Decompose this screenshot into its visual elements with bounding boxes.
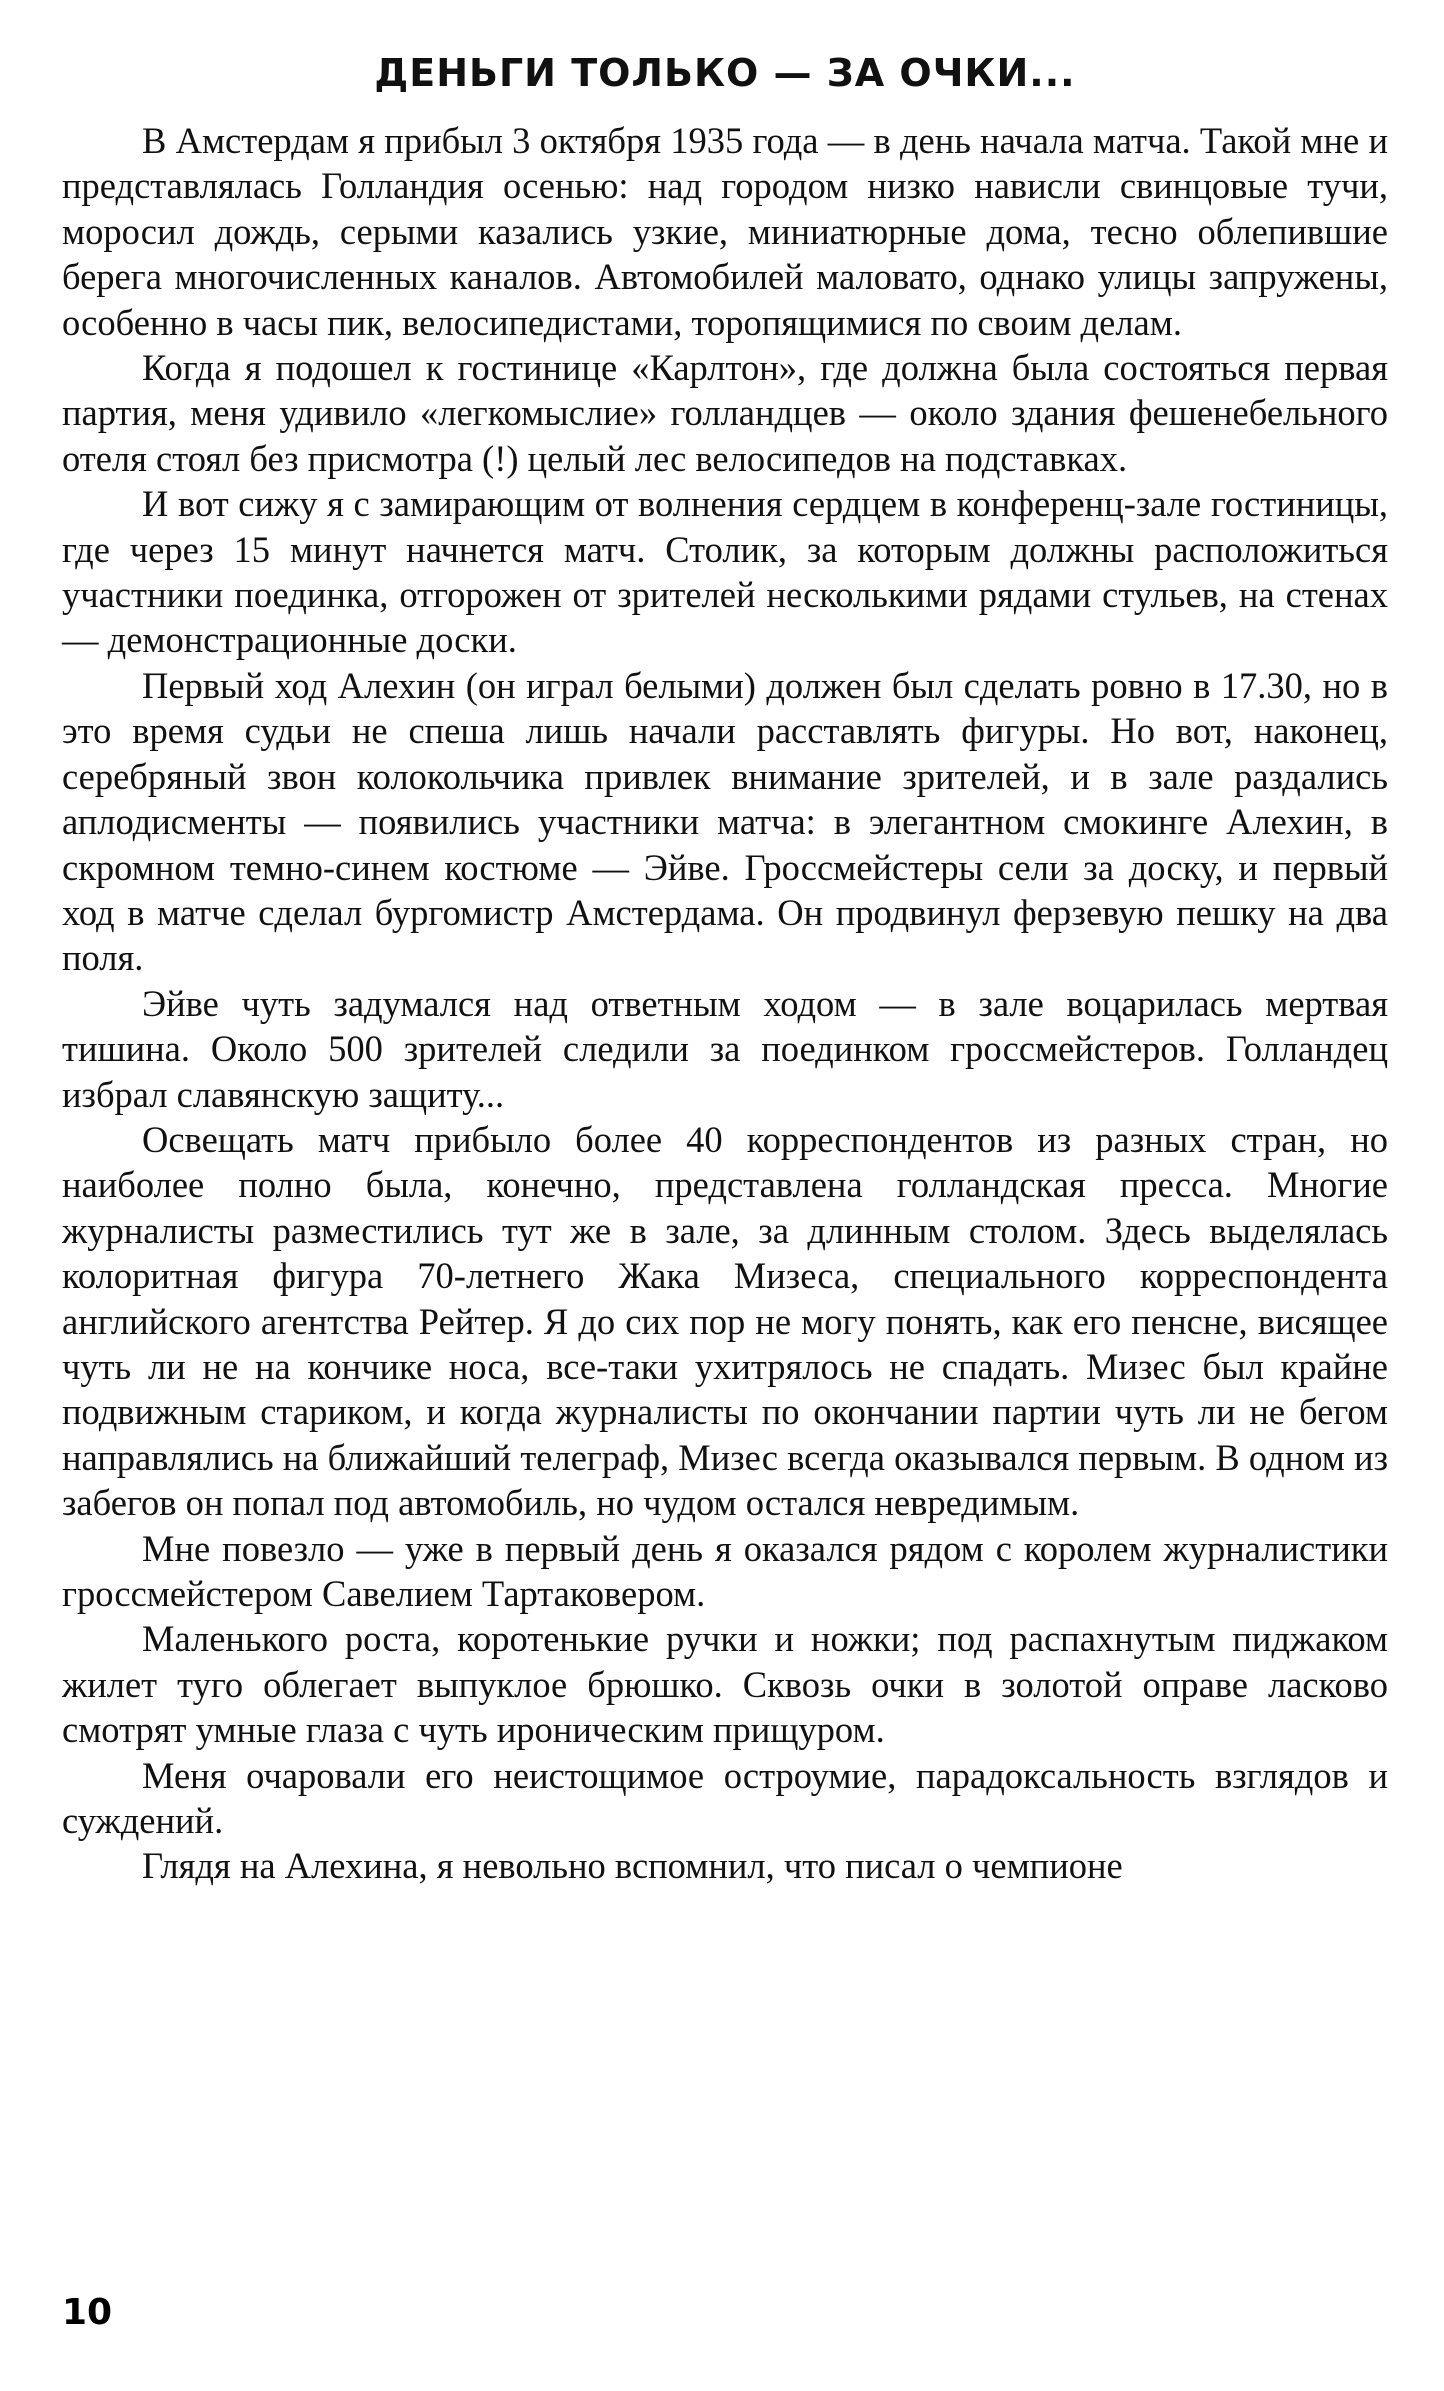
- chapter-title: ДЕНЬГИ ТОЛЬКО — ЗА ОЧКИ...: [374, 51, 1076, 95]
- paragraph-arrival: В Амстердам я прибыл 3 октября 1935 года — в день начала матча. Такой мне и представлялась Голландия осенью: над городом низко нависли свинцовые тучи, моросил дождь, серыми казались узкие, миниатюрные дома, тесно облепившие берега многочисленных каналов. Автомобилей маловато, однако улицы запружены, особенно в часы пик, велосипедистами, торопящимися по своим делам.: [62, 120, 1388, 343]
- paragraph-alekhine: Глядя на Алехина, я невольно вспомнил, что писал о чемпионе: [142, 1845, 1123, 1887]
- page-number: 10: [62, 2292, 113, 2333]
- paragraph-conference-hall: И вот сижу я с замирающим от волнения сердцем в конференц-зале гостиницы, где через 15 минут начнется матч. Столик, за которым должны расположиться участники поединка, отгорожен от зрителей несколькими рядами стульев, на стенах — демонстрационные доски.: [62, 483, 1388, 661]
- paragraph-first-move: Первый ход Алехин (он играл белыми) должен был сделать ровно в 17.30, но в это время судьи не спеша лишь начали расставлять фигуры. Но вот, наконец, серебряный звон колокольчика привлек внимание зрителей, и в зале раздались аплодисменты — появились участники матча: в элегантном смокинге Алехин, в скромном темно-синем костюме — Эйве. Гроссмейстеры сели за доску, и первый ход в матче сделал бургомистр Амстердама. Он продвинул ферзевую пешку на два поля.: [62, 664, 1388, 979]
- paragraph-tartakower: Мне повезло — уже в первый день я оказался рядом с королем журналистики гроссмейстером Савелием Тартаковером.: [62, 1527, 1388, 1614]
- paragraph-wit: Меня очаровали его неистощимое остроумие, парадоксальность взглядов и суждений.: [62, 1754, 1388, 1842]
- paragraph-tartakower-portrait: Маленького роста, коротенькие ручки и ножки; под распахнутым пиджаком жилет туго облегает выпуклое брюшко. Сквозь очки в золотой оправе ласково смотрят умные глаза с чуть ироническим прищуром.: [62, 1618, 1388, 1751]
- paragraph-hotel: Когда я подошел к гостинице «Карлтон», где должна была состояться первая партия, меня удивило «легкомыслие» голландцев — около здания фешенебельного отеля стоял без присмотра (!) целый лес велосипедов на подставках.: [62, 347, 1388, 479]
- paragraph-correspondents: Освещать матч прибыло более 40 корреспондентов из разных стран, но наиболее полно была, конечно, представлена голландская пресса. Многие журналисты разместились тут же в зале, за длинным столом. Здесь выделялась колоритная фигура 70-летнего Жака Мизеса, специального корреспондента английского агентства Рейтер. Я до сих пор не могу понять, как его пенсне, висящее чуть ли не на кончике носа, все-таки ухитрялось не спадать. Мизес был крайне подвижным стариком, и когда журналисты по окончании партии чуть ли не бегом направлялись на ближайший телеграф, Мизес всегда оказывался первым. В одном из забегов он попал под автомобиль, но чудом остался невредимым.: [62, 1118, 1388, 1524]
- page-content: [62, 48, 1388, 1889]
- paragraph-euwe-reply: Эйве чуть задумался над ответным ходом — в зале воцарилась мертвая тишина. Около 500 зрителей следили за поединком гроссмейстеров. Голландец избрал славянскую защиту...: [62, 982, 1388, 1115]
